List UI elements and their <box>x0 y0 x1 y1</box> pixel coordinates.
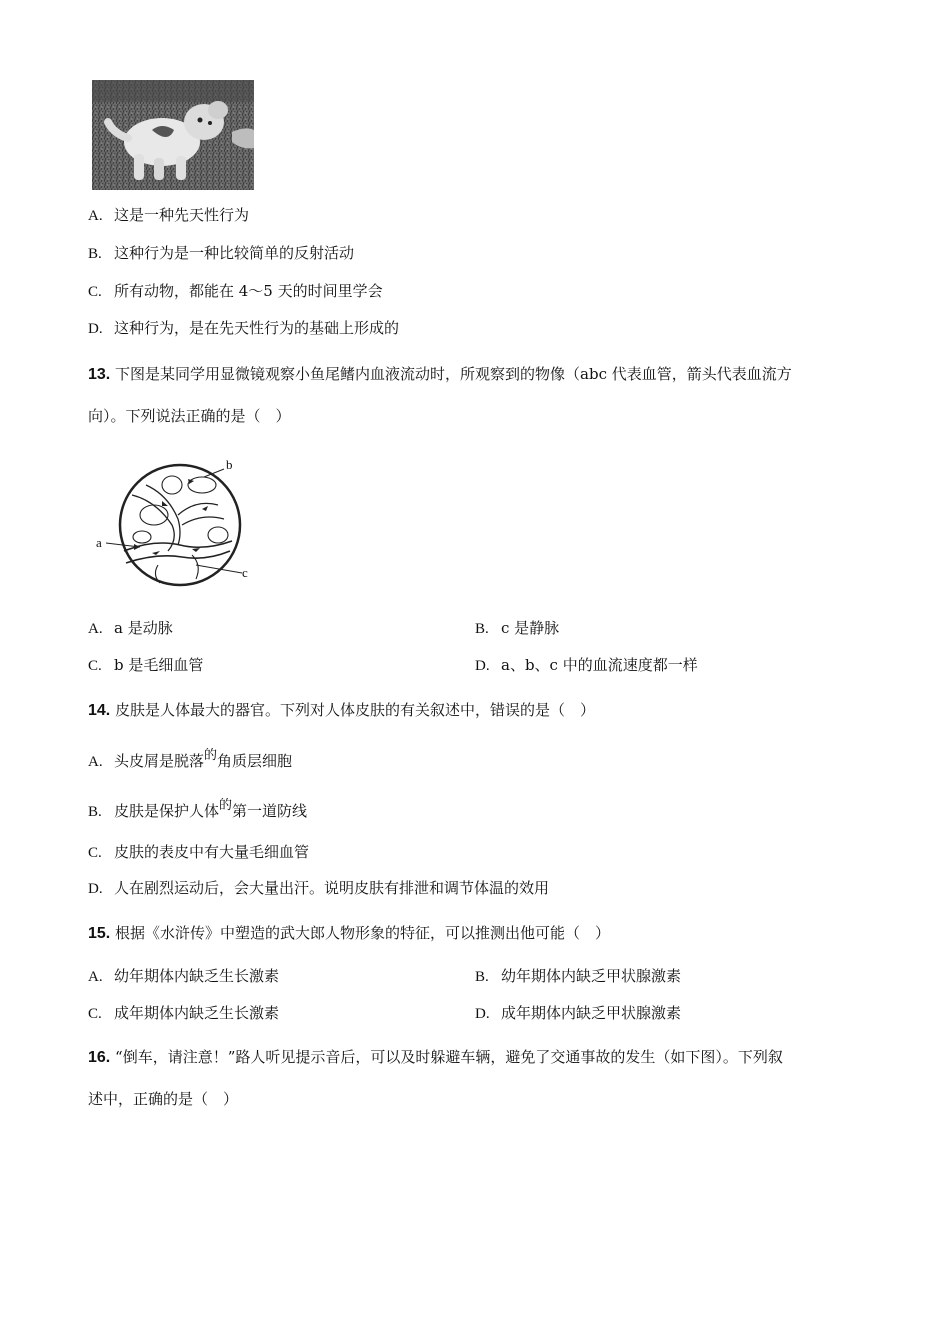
option-text: 幼年期体内缺乏甲状腺激素 <box>501 967 682 985</box>
option-letter: A. <box>88 208 103 224</box>
q13-option-b[interactable] <box>475 618 559 639</box>
q13-stem-line1 <box>88 364 792 385</box>
q16-stem-line1 <box>88 1047 783 1068</box>
question-text: 下图是某同学用显微镜观察小鱼尾鳍内血液流动时，所观察到的物像（abc 代表血管，箭头代表血流方 <box>115 365 792 383</box>
option-text: 人在剧烈运动后，会大量出汗。说明皮肤有排泄和调节体温的效用 <box>114 879 550 897</box>
q12-option-b[interactable] <box>88 243 354 264</box>
option-letter: B. <box>88 246 102 262</box>
q12-option-c[interactable] <box>88 281 383 302</box>
question-text: 皮肤是人体最大的器官。下列对人体皮肤的有关叙述中，错误的是（ ） <box>115 701 596 719</box>
option-letter: D. <box>88 881 103 897</box>
option-text: 幼年期体内缺乏生长激素 <box>114 967 280 985</box>
option-text: 这是一种先天性行为 <box>114 206 250 224</box>
option-text-raised: 的 <box>219 798 233 813</box>
q14-option-a[interactable] <box>88 748 293 773</box>
q13-stem-line2 <box>88 406 291 426</box>
label-a: a <box>96 535 102 550</box>
option-letter: B. <box>475 621 489 637</box>
q15-option-b[interactable] <box>475 966 681 987</box>
option-letter: C. <box>88 284 102 300</box>
question-text: “倒车，请注意！”路人听见提示音后，可以及时躲避车辆，避免了交通事故的发生（如下图）。下列叙 <box>115 1048 783 1066</box>
option-text: a 是动脉 <box>114 619 173 637</box>
dog-photo <box>92 80 254 190</box>
option-text: 所有动物，都能在 4～5 天的时间里学会 <box>114 282 383 300</box>
option-letter: A. <box>88 754 103 770</box>
option-text: 第一道防线 <box>232 802 308 820</box>
option-letter: C. <box>88 1006 102 1022</box>
option-letter: D. <box>88 321 103 337</box>
option-text: 角质层细胞 <box>217 752 293 770</box>
q15-option-c[interactable] <box>88 1003 279 1024</box>
question-number: 14. <box>88 702 111 719</box>
option-text: b 是毛细血管 <box>114 656 204 674</box>
option-text: 皮肤的表皮中有大量毛细血管 <box>114 843 310 861</box>
q14-option-b[interactable] <box>88 798 308 823</box>
option-letter: D. <box>475 658 490 674</box>
option-letter: B. <box>88 804 102 820</box>
option-text: a、b、c 中的血流速度都一样 <box>501 656 698 674</box>
option-text: 皮肤是保护人体 <box>114 802 220 820</box>
q15-option-a[interactable] <box>88 966 279 987</box>
option-letter: A. <box>88 621 103 637</box>
option-text-raised: 的 <box>204 748 218 763</box>
q14-option-d[interactable] <box>88 878 549 899</box>
q12-option-d[interactable] <box>88 318 399 339</box>
option-letter: C. <box>88 845 102 861</box>
q16-stem-line2 <box>88 1089 238 1109</box>
question-text: 向）。下列说法正确的是（ ） <box>88 407 291 425</box>
option-letter: A. <box>88 969 103 985</box>
q12-option-a[interactable] <box>88 205 249 226</box>
option-text: 头皮屑是脱落 <box>114 752 205 770</box>
q13-option-a[interactable] <box>88 618 173 639</box>
question-text: 根据《水浒传》中塑造的武大郎人物形象的特征，可以推测出他可能（ ） <box>115 924 611 942</box>
option-letter: D. <box>475 1006 490 1022</box>
question-text: 述中，正确的是（ ） <box>88 1090 239 1108</box>
q13-option-d[interactable] <box>475 655 698 676</box>
question-number: 16. <box>88 1049 111 1066</box>
option-text: 这种行为，是在先天性行为的基础上形成的 <box>114 319 400 337</box>
microscope-blood-flow-figure <box>92 455 262 595</box>
q15-option-d[interactable] <box>475 1003 681 1024</box>
option-text: 成年期体内缺乏生长激素 <box>114 1004 280 1022</box>
label-c: c <box>242 565 248 580</box>
q14-option-c[interactable] <box>88 842 309 863</box>
option-text: 成年期体内缺乏甲状腺激素 <box>501 1004 682 1022</box>
question-number: 15. <box>88 925 111 942</box>
option-text: c 是静脉 <box>501 619 560 637</box>
label-b: b <box>226 457 233 472</box>
q15-stem <box>88 923 610 944</box>
question-number: 13. <box>88 366 111 383</box>
option-letter: B. <box>475 969 489 985</box>
q14-stem <box>88 700 595 721</box>
q13-option-c[interactable] <box>88 655 203 676</box>
option-letter: C. <box>88 658 102 674</box>
option-text: 这种行为是一种比较简单的反射活动 <box>114 244 355 262</box>
